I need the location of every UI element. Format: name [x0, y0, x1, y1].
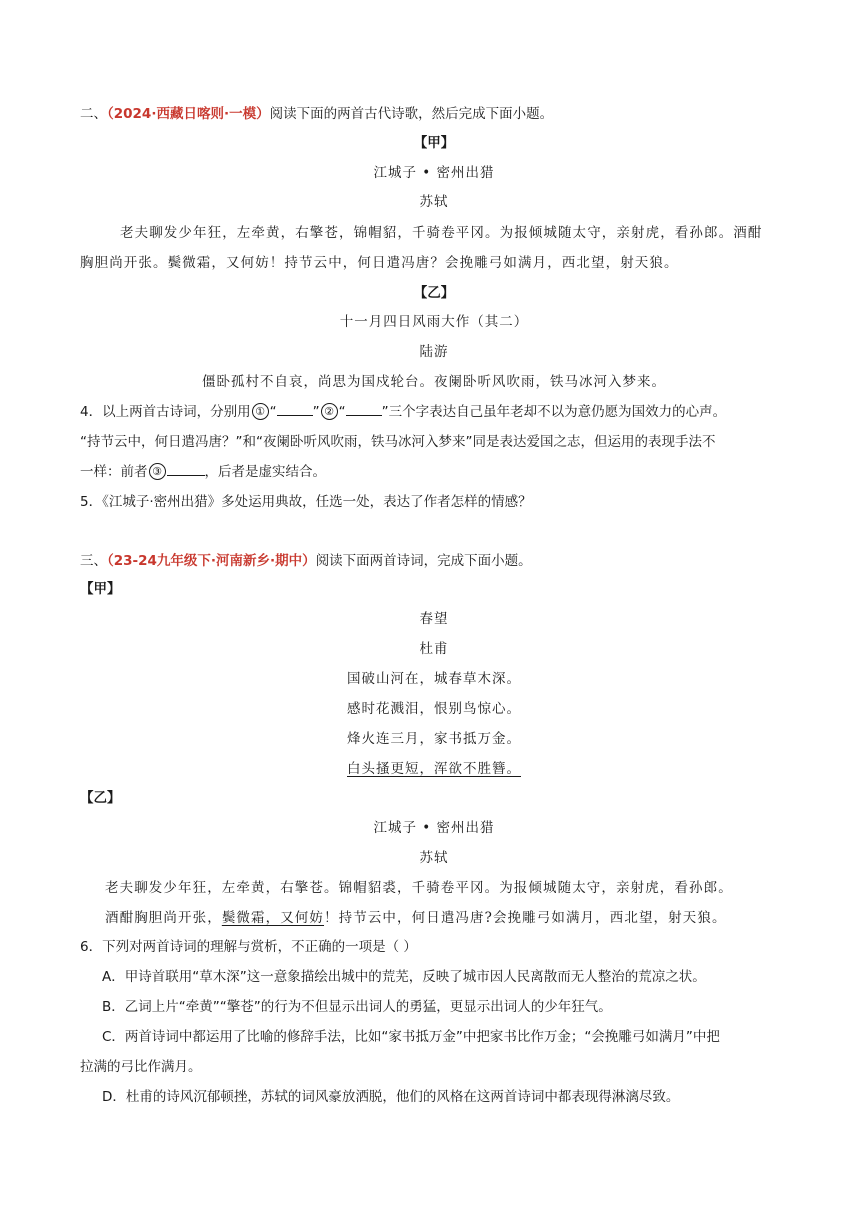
section3-prefix: 三、: [80, 553, 107, 569]
q4-circle-3: ③: [149, 463, 166, 480]
q4-text: ”三个字表达自己虽年老却不以为意仍愿为国效力的心声。: [381, 404, 727, 420]
section2-instruction: 阅读下面的两首古代诗歌，然后完成下面小题。: [269, 106, 554, 122]
poem-b-title: 十一月四日风雨大作（其二）: [339, 314, 529, 330]
poem-c-line2: 感时花溅泪，恨别鸟惊心。: [347, 701, 521, 717]
poem-c-line1: 国破山河在，城春草木深。: [347, 671, 521, 687]
option-a[interactable]: A．甲诗首联用“草木深”这一意象描绘出城中的荒芜，反映了城市因人民离散而无人整治的荒凉之状。: [102, 969, 706, 985]
poem-b-line1: 僵卧孤村不自哀，尚思为国戍轮台。夜阑卧听风吹雨，铁马冰河入梦来。: [202, 374, 666, 390]
q4-circle-2: ②: [321, 403, 338, 420]
poem-d-title: 江城子 • 密州出猎: [373, 820, 495, 836]
q4-circle-1: ①: [252, 403, 269, 420]
underlined-verse: 鬓微霜，又何妨: [221, 910, 325, 926]
answer-blank-1[interactable]: [277, 403, 313, 416]
answer-blank-3[interactable]: [167, 463, 205, 476]
option-c-line1[interactable]: C．两首诗词中都运用了比喻的修辞手法，比如“家书抵万金”中把家书比作万金；“会挽雕弓如满月”中把: [102, 1029, 720, 1045]
option-b[interactable]: B．乙词上片“牵黄”“擎苍”的行为不但显示出词人的勇猛，更显示出词人的少年狂气。: [102, 999, 612, 1015]
poem-a-author: 苏轼: [419, 194, 449, 210]
poem-c-line3: 烽火连三月，家书抵万金。: [347, 731, 521, 747]
verse-text: 酒酣胸胆尚开张，: [105, 910, 222, 926]
poem-d-tag: 【乙】: [80, 790, 121, 806]
section2-source: （2024·西藏日喀则·一模）: [107, 106, 270, 122]
question-4-line3: [80, 463, 326, 481]
option-d[interactable]: D．杜甫的诗风沉郁顿挫，苏轼的词风豪放洒脱，他们的风格在这两首诗词中都表现得淋漓尽致。: [102, 1089, 680, 1105]
poem-d-line1: 老夫聊发少年狂，左牵黄，右擎苍。锦帽貂裘，千骑卷平冈。为报倾城随太守，亲射虎，看孙郎。: [105, 880, 733, 896]
poem-a-line1: 老夫聊发少年狂，左牵黄，右擎苍，锦帽貂，千骑卷平冈。为报倾城随太守，亲射虎，看孙郎。酒酣: [120, 225, 763, 241]
option-c-line2[interactable]: 拉满的弓比作满月。: [80, 1059, 202, 1075]
question-5: 5．《江城子·密州出猎》多处运用典故，任选一处，表达了作者怎样的情感？: [80, 494, 532, 510]
q4-quote: “: [338, 404, 346, 420]
poem-d-line2: [105, 909, 727, 927]
section2-prefix: 二、: [80, 106, 107, 122]
poem-a-title: 江城子 • 密州出猎: [373, 165, 495, 181]
poem-b-author: 陆游: [419, 344, 449, 360]
section2-heading: [80, 105, 553, 123]
poem-c-title: 春望: [419, 611, 449, 627]
poem-a-line2: 胸胆尚开张。鬓微霜，又何妨！持节云中，何日遣冯唐？会挽雕弓如满月，西北望，射天狼。: [80, 255, 679, 271]
poem-a-tag: 【甲】: [413, 135, 455, 151]
q4-quote: “: [269, 404, 277, 420]
question-6-stem: 6．下列对两首诗词的理解与赏析，不正确的一项是（ ）: [80, 939, 417, 955]
question-4-line1: [80, 403, 726, 421]
answer-blank-2[interactable]: [346, 403, 382, 416]
poem-c-line4: [0, 760, 868, 778]
underlined-verse: 白头搔更短，浑欲不胜簪。: [347, 761, 521, 777]
poem-d-author: 苏轼: [419, 850, 449, 866]
verse-text: ！持节云中，何日遣冯唐?会挽雕弓如满月，西北望，射天狼。: [324, 910, 727, 926]
section3-heading: [80, 552, 532, 570]
q4-text: ，后者是虚实结合。: [204, 464, 326, 480]
poem-c-tag: 【甲】: [80, 581, 121, 597]
q4-quote: ”: [312, 404, 320, 420]
question-4-line2: “持节云中，何日遣冯唐？”和“夜阑卧听风吹雨，铁马冰河入梦来”同是表达爱国之志，但运用的表现手法不: [80, 434, 716, 450]
poem-b-tag: 【乙】: [413, 285, 455, 301]
section3-source: （23-24九年级下·河南新乡·期中）: [107, 553, 316, 569]
poem-c-author: 杜甫: [419, 641, 449, 657]
q4-text: 一样：前者: [80, 464, 148, 480]
section3-instruction: 阅读下面两首诗词，完成下面小题。: [315, 553, 532, 569]
q4-text: 4．以上两首古诗词，分别用: [80, 404, 251, 420]
